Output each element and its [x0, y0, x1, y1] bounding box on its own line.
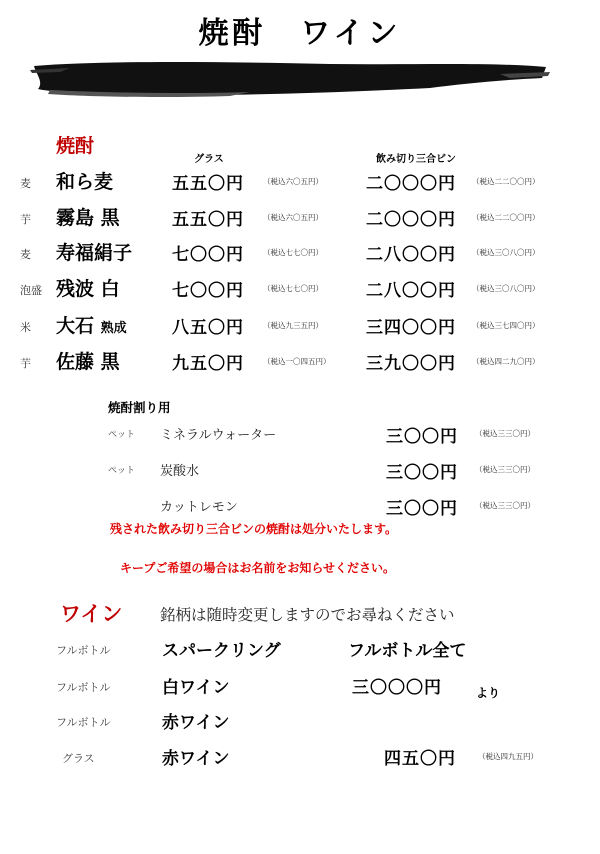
shochu-bottle-tax: （税込四二九〇円） — [472, 357, 540, 366]
shochu-glass-price: 五五〇円 — [172, 174, 244, 194]
shochu-name-text: 大石 — [56, 315, 95, 337]
shochu-glass-tax: （税込七七〇円） — [263, 248, 323, 257]
shochu-category: 芋 — [20, 213, 31, 226]
wine-category: グラス — [62, 752, 95, 765]
shochu-glass-price: 九五〇円 — [172, 354, 244, 374]
notice-keep: キープご希望の場合はお名前をお知らせください。 — [120, 561, 396, 575]
shochu-name — [56, 167, 113, 194]
shochu-name-text: 寿福絹子 — [56, 242, 133, 264]
shochu-bottle-price: 二〇〇〇円 — [366, 174, 456, 194]
shochu-glass-tax: （税込七七〇円） — [263, 284, 323, 293]
wine-name: 赤ワイン — [162, 713, 230, 733]
mixer-tax: （税込三三〇円） — [475, 465, 535, 474]
shochu-name-text: 和ら麦 — [56, 171, 114, 193]
shochu-glass-price: 八五〇円 — [172, 318, 244, 338]
shochu-glass-tax: （税込一〇四五円） — [263, 357, 331, 366]
shochu-bottle-price: 二八〇〇円 — [366, 281, 456, 301]
shochu-category: 泡盛 — [20, 284, 42, 297]
shochu-heading: 焼酎 — [56, 135, 95, 157]
wine-bottle-price: 三〇〇〇円 — [352, 678, 442, 698]
mixer-price: 三〇〇円 — [386, 427, 458, 447]
wine-category: フルボトル — [56, 681, 111, 694]
shochu-glass-tax: （税込六〇五円） — [263, 213, 323, 222]
wine-name: スパークリング — [162, 641, 281, 661]
page-title: 焼酎 ワイン — [198, 16, 402, 51]
shochu-name — [56, 238, 132, 265]
shochu-bottle-tax: （税込三〇八〇円） — [472, 248, 540, 257]
mixer-price: 三〇〇円 — [386, 499, 458, 519]
mixer-name: 炭酸水 — [160, 464, 200, 479]
wine-category: フルボトル — [56, 644, 111, 657]
mixer-tax: （税込三三〇円） — [475, 501, 535, 510]
shochu-name — [56, 203, 120, 230]
shochu-name-text: 霧島 黒 — [56, 207, 120, 229]
shochu-category: 麦 — [20, 248, 31, 261]
shochu-bottle-tax: （税込二二〇〇円） — [472, 177, 540, 186]
shochu-category: 芋 — [20, 357, 31, 370]
shochu-glass-price: 七〇〇円 — [172, 245, 244, 265]
shochu-bottle-price: 三九〇〇円 — [366, 354, 456, 374]
mixer-tax: （税込三三〇円） — [475, 429, 535, 438]
shochu-category: 麦 — [20, 177, 31, 190]
wine-glass-tax: （税込四九五円） — [478, 752, 538, 761]
wine-bottle-all-label: フルボトル全て — [348, 641, 467, 661]
wine-name: 赤ワイン — [162, 749, 230, 769]
wine-note: 銘柄は随時変更しますのでお尋ねください — [160, 606, 455, 624]
shochu-bottle-price: 三四〇〇円 — [366, 318, 456, 338]
mixer-category: ペット — [108, 466, 136, 476]
wine-bottle-price-suffix: より — [476, 686, 501, 700]
wine-category: フルボトル — [56, 716, 111, 729]
shochu-bottle-price: 二八〇〇円 — [366, 245, 456, 265]
shochu-glass-price: 五五〇円 — [172, 210, 244, 230]
shochu-bottle-tax: （税込二二〇〇円） — [472, 213, 540, 222]
shochu-name-text: 佐藤 黒 — [56, 351, 120, 373]
shochu-name — [56, 347, 120, 374]
mixer-name: ミネラルウォーター — [160, 428, 277, 443]
shochu-name-small: 熟成 — [100, 321, 127, 336]
notice-disposal: 残された飲み切り三合ビンの焼酎は処分いたします。 — [110, 522, 398, 536]
bottle-column-header: 飲み切り三合ビン — [376, 154, 456, 165]
shochu-bottle-tax: （税込三〇八〇円） — [472, 284, 540, 293]
shochu-name-text: 残波 白 — [56, 278, 120, 300]
brush-stroke-divider — [30, 58, 550, 100]
wine-heading: ワイン — [60, 601, 123, 626]
shochu-glass-tax: （税込九三五円） — [263, 321, 323, 330]
wine-name: 白ワイン — [162, 678, 230, 698]
shochu-glass-tax: （税込六〇五円） — [263, 177, 323, 186]
shochu-bottle-tax: （税込三七四〇円） — [472, 321, 540, 330]
mixer-name: カットレモン — [160, 500, 238, 515]
shochu-category: 米 — [20, 321, 31, 334]
shochu-name — [56, 311, 127, 338]
glass-column-header: グラス — [194, 154, 224, 165]
mixer-price: 三〇〇円 — [386, 463, 458, 483]
shochu-glass-price: 七〇〇円 — [172, 281, 244, 301]
mixers-heading: 焼酎割り用 — [108, 400, 171, 415]
mixer-category: ペット — [108, 430, 136, 440]
wine-glass-price: 四五〇円 — [384, 749, 456, 769]
shochu-bottle-price: 二〇〇〇円 — [366, 210, 456, 230]
shochu-name — [56, 274, 120, 301]
